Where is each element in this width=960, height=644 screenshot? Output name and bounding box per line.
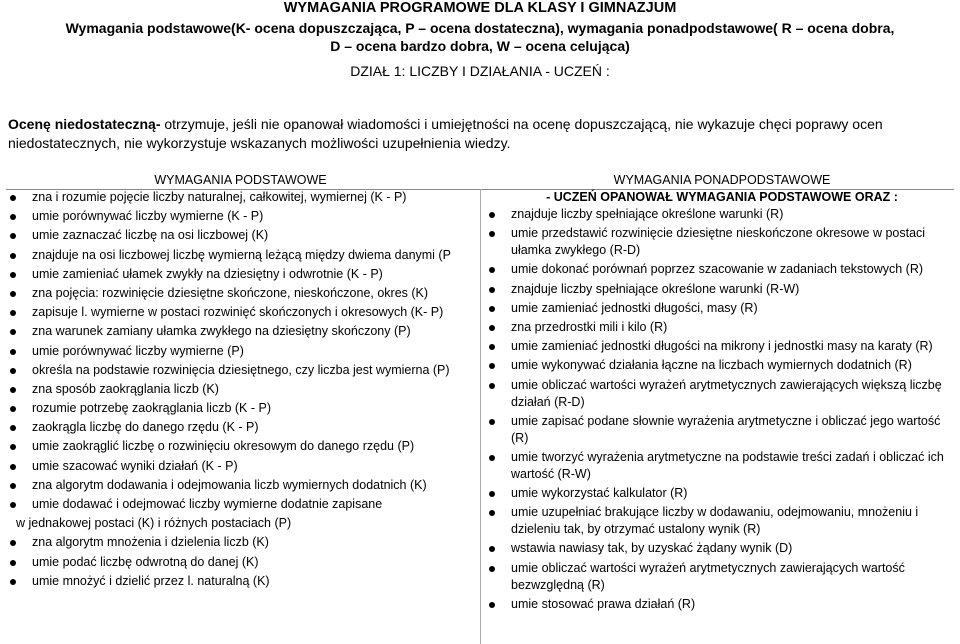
basic-requirements-title: WYMAGANIA PODSTAWOWE xyxy=(154,173,327,187)
list-item: umie zaokrąglić liczbę o rozwinięciu okresowym do danego rzędu (P) xyxy=(8,438,473,455)
list-item: zaokrągla liczbę do danego rzędu (K - P) xyxy=(8,419,473,436)
list-item: umie dodawać i odejmować liczby wymierne dodatnie zapisane xyxy=(8,496,473,513)
list-item: umie stosować prawa działań (R) xyxy=(487,596,957,613)
grading-legend-line1: Wymagania podstawowe(K- ocena dopuszczająca, P – ocena dostateczna), wymagania ponadpodstawowe( R – ocena dobra, xyxy=(65,20,895,36)
advanced-requirements-column xyxy=(487,172,957,615)
advanced-requirements-title: WYMAGANIA PONADPODSTAWOWE xyxy=(613,173,831,187)
list-item: określa na podstawie rozwinięcia dziesiętnego, czy liczba jest wymierna (P) xyxy=(8,362,473,379)
list-item: umie zapisać podane słownie wyrażenia arytmetyczne i obliczać jego wartość (R) xyxy=(487,413,957,447)
list-item: umie zamieniać ułamek zwykły na dziesiętny i odwrotnie (K - P) xyxy=(8,266,473,283)
list-item: umie mnożyć i dzielić przez l. naturalną (K) xyxy=(8,573,473,590)
list-item: zapisuje l. wymierne w postaci rozwinięć skończonych i okresowych (K- P) xyxy=(8,304,473,321)
failing-grade-description xyxy=(8,115,960,153)
list-item: umie wykorzystać kalkulator (R) xyxy=(487,485,957,502)
list-item: umie obliczać wartości wyrażeń arytmetycznych zawierających wartość bezwzględną (R) xyxy=(487,560,957,594)
list-item: zna i rozumie pojęcie liczby naturalnej, całkowitej, wymiernej (K - P) xyxy=(8,189,473,206)
list-item: znajduje na osi liczbowej liczbę wymierną leżącą między dwiema danymi (P xyxy=(8,247,473,264)
list-item: zna przedrostki mili i kilo (R) xyxy=(487,319,957,336)
list-item: rozumie potrzebę zaokrąglania liczb (K - P) xyxy=(8,400,473,417)
list-item: umie wykonywać działania łączne na liczbach wymiernych dodatnich (R) xyxy=(487,357,957,374)
list-item: umie porównywać liczby wymierne (K - P) xyxy=(8,208,473,225)
basic-requirements-column xyxy=(8,172,473,592)
column-divider xyxy=(480,189,481,644)
list-item: w jednakowej postaci (K) i różnych postaciach (P) xyxy=(16,516,292,531)
list-item: wstawia nawiasy tak, by uzyskać żądany wynik (D) xyxy=(487,540,957,557)
advanced-requirements-subtitle: - UCZEŃ OPANOWAŁ WYMAGANIA PODSTAWOWE ORAZ : xyxy=(546,190,898,204)
list-item: umie uzupełniać brakujące liczby w dodawaniu, odejmowaniu, mnożeniu i dzieleniu tak, by otrzymać ustalony wynik (R) xyxy=(487,504,957,538)
list-item: umie podać liczbę odwrotną do danej (K) xyxy=(8,554,473,571)
list-item: zna algorytm dodawania i odejmowania liczb wymiernych dodatnich (K) xyxy=(8,477,473,494)
list-item: zna algorytm mnożenia i dzielenia liczb (K) xyxy=(8,534,473,551)
failing-grade-text: otrzymuje, jeśli nie opanował wiadomości i umiejętności na ocenę dopuszczającą, nie wykazuje chęci poprawy ocen xyxy=(160,116,883,132)
list-item: umie dokonać porównań poprzez szacowanie w zadaniach tekstowych (R) xyxy=(487,261,957,278)
list-item: umie obliczać wartości wyrażeń arytmetycznych zawierających większą liczbę działań (R-D) xyxy=(487,377,957,411)
advanced-requirements-list xyxy=(487,206,957,613)
list-item: znajduje liczby spełniające określone warunki (R) xyxy=(487,206,957,223)
section-heading: DZIAŁ 1: LICZBY I DZIAŁANIA - UCZEŃ : xyxy=(350,63,610,79)
basic-requirements-list xyxy=(8,189,473,590)
list-item: umie zamieniać jednostki długości, masy (R) xyxy=(487,300,957,317)
list-item: umie zaznaczać liczbę na osi liczbowej (K) xyxy=(8,227,473,244)
document-title: WYMAGANIA PROGRAMOWE DLA KLASY I GIMNAZJUM xyxy=(283,0,677,16)
failing-grade-text-line2: niedostatecznych, nie wykorzystuje wskazanych możliwości uzupełnienia wiedzy. xyxy=(8,135,511,151)
list-item: umie przedstawić rozwinięcie dziesiętne nieskończone okresowe w postaci ułamka zwykłego (R-D) xyxy=(487,225,957,259)
list-item: zna sposób zaokrąglania liczb (K) xyxy=(8,381,473,398)
grading-legend-line2: D – ocena bardzo dobra, W – ocena celująca) xyxy=(330,38,630,54)
list-item: umie tworzyć wyrażenia arytmetyczne na podstawie treści zadań i obliczać ich wartość (R-W) xyxy=(487,449,957,483)
list-item: zna pojęcia: rozwinięcie dziesiętne skończone, nieskończone, okres (K) xyxy=(8,285,473,302)
list-item: zna warunek zamiany ułamka zwykłego na dziesiętny skończony (P) xyxy=(8,323,473,340)
list-item: umie szacować wyniki działań (K - P) xyxy=(8,458,473,475)
list-item: umie zamieniać jednostki długości na mikrony i jednostki masy na karaty (R) xyxy=(487,338,957,355)
failing-grade-label: Ocenę niedostateczną- xyxy=(8,116,161,132)
list-item: umie porównywać liczby wymierne (P) xyxy=(8,343,473,360)
list-item: znajduje liczby spełniające określone warunki (R-W) xyxy=(487,281,957,298)
